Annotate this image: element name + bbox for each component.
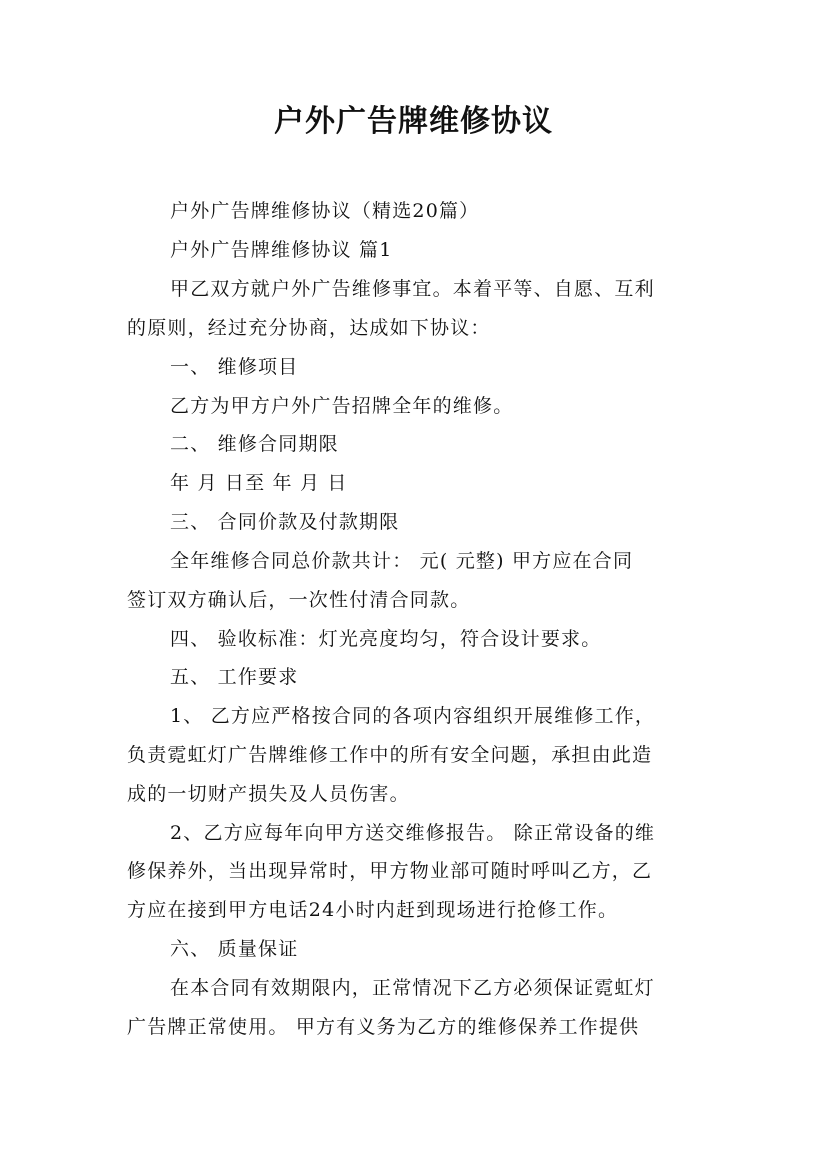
paragraph-line: 年 月 日至 年 月 日 (170, 472, 348, 494)
paragraph-line: 乙方为甲方户外广告招牌全年的维修。 (170, 395, 514, 417)
paragraph-line: 广告牌正常使用。 甲方有义务为乙方的维修保养工作提供 (127, 1016, 640, 1038)
document-title: 户外广告牌维修协议 (274, 104, 553, 139)
section-heading: 二、 维修合同期限 (170, 433, 339, 455)
paragraph-line: 方应在接到甲方电话24小时内赶到现场进行抢修工作。 (127, 899, 619, 921)
paragraph-line: 签订双方确认后，一次性付清合同款。 (127, 589, 471, 611)
paragraph-line: 负责霓虹灯广告牌维修工作中的所有安全问题，承担由此造 (127, 744, 653, 766)
paragraph-line: 全年维修合同总价款共计： 元( 元整) 甲方应在合同 (170, 550, 634, 572)
section-heading: 三、 合同价款及付款期限 (170, 511, 400, 533)
paragraph-line: 在本合同有效期限内，正常情况下乙方必须保证霓虹灯 (170, 977, 655, 999)
section-heading: 五、 工作要求 (170, 666, 299, 688)
paragraph-line: 的原则，经过充分协商，达成如下协议： (127, 317, 491, 339)
paragraph-line: 户外广告牌维修协议（精选20篇） (170, 200, 480, 222)
paragraph-line: 2、乙方应每年向甲方送交维修报告。 除正常设备的维 (170, 822, 656, 844)
paragraph-line: 甲乙双方就户外广告维修事宜。本着平等、自愿、互利 (170, 278, 655, 300)
section-heading: 六、 质量保证 (170, 938, 299, 960)
paragraph-line: 1、 乙方应严格按合同的各项内容组织开展维修工作， (170, 705, 656, 727)
section-heading: 四、 验收标准：灯光亮度均匀，符合设计要求。 (170, 628, 602, 650)
paragraph-line: 成的一切财产损失及人员伤害。 (127, 783, 410, 805)
paragraph-line: 修保养外，当出现异常时，甲方物业部可随时呼叫乙方，乙 (127, 860, 653, 882)
section-heading: 一、 维修项目 (170, 356, 299, 378)
paragraph-line: 户外广告牌维修协议 篇1 (170, 239, 393, 261)
